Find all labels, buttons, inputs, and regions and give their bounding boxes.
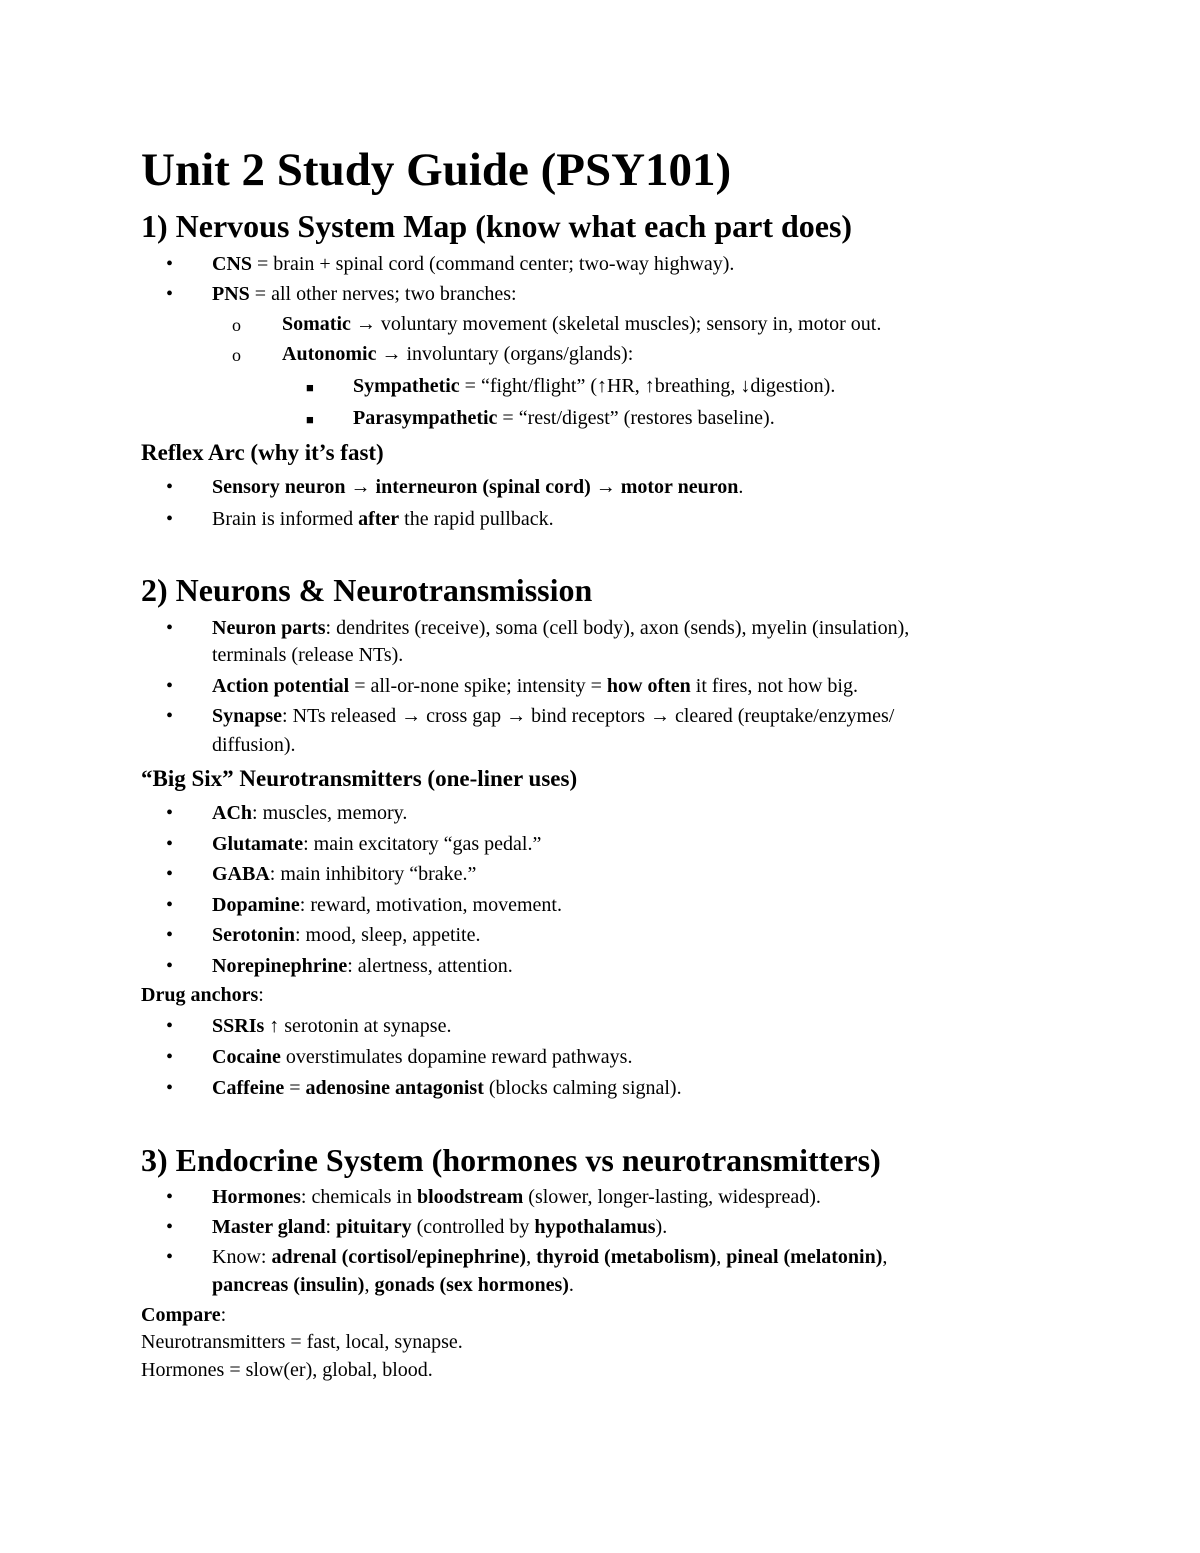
list-item-somatic	[282, 310, 881, 339]
list-item-drug-caffeine	[212, 1074, 682, 1103]
term-label: ACh	[212, 802, 253, 824]
bullet-marker: •	[166, 955, 174, 977]
term-text: ,	[526, 1246, 537, 1268]
term-text: : chemicals in	[300, 1186, 417, 1208]
term-text: :	[258, 984, 264, 1006]
list-item-master-gland	[212, 1213, 667, 1242]
term-label: Caffeine	[212, 1077, 285, 1099]
emphasis: adenosine antagonist	[305, 1077, 484, 1099]
list-item-nt	[212, 921, 481, 950]
section-heading-neurons: 2) Neurons & Neurotransmission	[141, 572, 593, 608]
term-text: it fires, not how big.	[690, 675, 858, 697]
term-text: : muscles, memory.	[252, 802, 408, 824]
term-text: ↑ serotonin at synapse.	[264, 1015, 452, 1037]
list-item-parasympathetic	[353, 404, 775, 433]
term-text: :	[325, 1216, 337, 1238]
bullet-marker: •	[166, 508, 174, 530]
emphasis: adrenal (cortisol/epinephrine)	[271, 1246, 527, 1268]
term-label: Sensory neuron → interneuron (spinal cord) → motor neuron	[212, 476, 739, 498]
term-label: Synapse	[212, 705, 283, 727]
list-item-nt	[212, 891, 562, 920]
circle-marker: o	[232, 315, 241, 335]
term-label: Autonomic	[282, 343, 377, 365]
term-text: = brain + spinal cord (command center; two-way highway).	[252, 253, 735, 275]
term-label: Dopamine	[212, 894, 300, 916]
bullet-marker: •	[166, 617, 174, 639]
term-text: ,	[364, 1274, 375, 1296]
term-text: ).	[655, 1216, 668, 1238]
list-item-continuation	[212, 1271, 574, 1300]
list-item-nt	[212, 952, 513, 981]
term-label: PNS	[212, 283, 250, 305]
bullet-marker: •	[166, 476, 174, 498]
section-heading-endocrine: 3) Endocrine System (hormones vs neurotransmitters)	[141, 1142, 881, 1178]
bullet-marker: •	[166, 924, 174, 946]
page-title: Unit 2 Study Guide (PSY101)	[141, 144, 732, 196]
drug-anchors-label	[141, 981, 264, 1010]
term-label: Hormones	[212, 1186, 301, 1208]
subheading-reflex-arc: Reflex Arc (why it’s fast)	[141, 440, 384, 465]
compare-line-hormones: Hormones = slow(er), global, blood.	[141, 1359, 433, 1381]
term-text: Brain is informed	[212, 508, 359, 530]
list-item-continuation: diffusion).	[212, 734, 296, 756]
term-text: = all other nerves; two branches:	[249, 283, 517, 305]
list-item-action-potential	[212, 672, 858, 701]
term-text: = “rest/digest” (restores baseline).	[497, 407, 775, 429]
term-text: = all-or-none spike; intensity =	[349, 675, 607, 697]
term-text: = “fight/flight” (↑HR, ↑breathing, ↓digestion).	[459, 375, 836, 397]
bullet-marker: •	[166, 833, 174, 855]
bullet-marker: •	[166, 283, 174, 305]
bullet-marker: •	[166, 863, 174, 885]
list-item-nt	[212, 830, 541, 859]
list-item-reflex-path	[212, 473, 743, 502]
term-label: Glutamate	[212, 833, 304, 855]
term-label: Serotonin	[212, 924, 295, 946]
term-label: GABA	[212, 863, 270, 885]
term-label: Master gland	[212, 1216, 326, 1238]
bullet-marker: •	[166, 1246, 174, 1268]
list-item-sympathetic	[353, 372, 835, 401]
emphasis: bloodstream	[416, 1186, 524, 1208]
list-item-know-glands	[212, 1243, 887, 1272]
bullet-marker: •	[166, 1046, 174, 1068]
emphasis: hypothalamus	[534, 1216, 656, 1238]
list-item-nt	[212, 860, 476, 889]
bullet-marker: •	[166, 802, 174, 824]
bullet-marker: •	[166, 1015, 174, 1037]
section-heading-nervous-system: 1) Nervous System Map (know what each part does)	[141, 208, 853, 244]
term-label: Somatic	[282, 313, 351, 335]
emphasis: pancreas (insulin)	[212, 1274, 365, 1296]
bullet-marker: •	[166, 675, 174, 697]
term-text: (slower, longer-lasting, widespread).	[523, 1186, 821, 1208]
circle-marker: o	[232, 345, 241, 365]
term-text: (blocks calming signal).	[483, 1077, 682, 1099]
term-text: : mood, sleep, appetite.	[294, 924, 481, 946]
term-label: Neuron parts	[212, 617, 326, 639]
emphasis: thyroid (metabolism)	[536, 1246, 717, 1268]
term-text: : alertness, attention.	[347, 955, 513, 977]
bullet-marker: •	[166, 253, 174, 275]
term-text: : NTs released → cross gap → bind receptors → cleared (reuptake/enzymes/	[282, 705, 895, 727]
list-item-pns	[212, 280, 517, 309]
list-item-hormones	[212, 1183, 821, 1212]
term-label: Compare	[141, 1304, 221, 1326]
bullet-marker: •	[166, 1216, 174, 1238]
term-text: ,	[716, 1246, 727, 1268]
square-marker: ■	[306, 412, 314, 427]
term-text: :	[220, 1304, 227, 1326]
bullet-marker: •	[166, 894, 174, 916]
term-label: Sympathetic	[353, 375, 460, 397]
bullet-marker: •	[166, 1186, 174, 1208]
square-marker: ■	[306, 380, 314, 395]
bullet-marker: •	[166, 705, 174, 727]
term-text: → involuntary (organs/glands):	[376, 343, 634, 365]
list-item-continuation: terminals (release NTs).	[212, 644, 404, 666]
term-label: Drug anchors	[141, 984, 259, 1006]
term-text: : reward, motivation, movement.	[299, 894, 562, 916]
term-text: (controlled by	[411, 1216, 535, 1238]
list-item-drug-cocaine	[212, 1043, 632, 1072]
term-text: .	[568, 1274, 574, 1296]
term-text: : dendrites (receive), soma (cell body), axon (sends), myelin (insulation),	[325, 617, 910, 639]
subheading-big-six: “Big Six” Neurotransmitters (one-liner uses)	[141, 766, 578, 791]
term-text: : main inhibitory “brake.”	[269, 863, 477, 885]
bullet-marker: •	[166, 1077, 174, 1099]
term-text: the rapid pullback.	[399, 508, 554, 530]
term-text: Know:	[212, 1246, 272, 1268]
emphasis: how often	[606, 675, 691, 697]
term-label: SSRIs	[212, 1015, 265, 1037]
list-item-synapse	[212, 702, 894, 731]
term-text: .	[738, 476, 744, 498]
term-label: Action potential	[212, 675, 350, 697]
emphasis: pineal (melatonin)	[726, 1246, 883, 1268]
term-text: → voluntary movement (skeletal muscles); sensory in, motor out.	[350, 313, 882, 335]
list-item-reflex-brain	[212, 505, 554, 534]
list-item-autonomic	[282, 340, 633, 369]
term-text: overstimulates dopamine reward pathways.	[280, 1046, 633, 1068]
term-label: Norepinephrine	[212, 955, 348, 977]
list-item-cns	[212, 250, 734, 279]
compare-line-neurotransmitters: Neurotransmitters = fast, local, synapse.	[141, 1331, 463, 1353]
compare-label	[141, 1301, 226, 1330]
term-text: : main excitatory “gas pedal.”	[303, 833, 542, 855]
list-item-drug-ssri	[212, 1012, 451, 1041]
emphasis: pituitary	[336, 1216, 412, 1238]
term-text: =	[284, 1077, 306, 1099]
emphasis: gonads (sex hormones)	[374, 1274, 569, 1296]
list-item-neuron-parts	[212, 614, 909, 643]
emphasis: after	[358, 508, 400, 530]
term-text: ,	[882, 1246, 888, 1268]
term-label: Cocaine	[212, 1046, 281, 1068]
term-label: CNS	[212, 253, 253, 275]
term-label: Parasympathetic	[353, 407, 498, 429]
list-item-nt	[212, 799, 407, 828]
